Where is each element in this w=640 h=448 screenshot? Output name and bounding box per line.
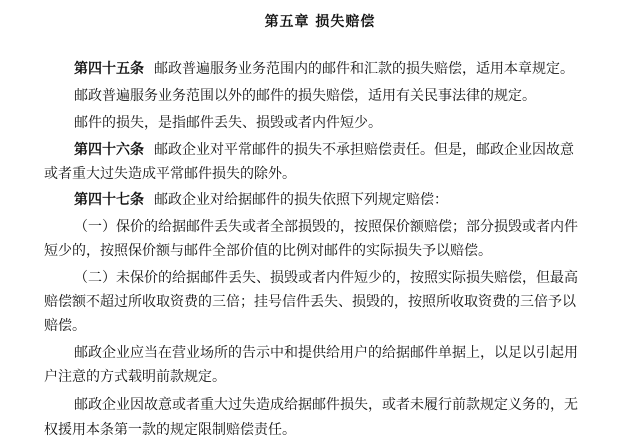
article-47-para-3-line-2: 户注意的方式载明前款规定。 bbox=[44, 369, 226, 385]
article-47-item-2-line-3: 赔偿。 bbox=[44, 318, 86, 334]
article-46-label: 第四十六条 bbox=[74, 142, 144, 158]
chapter-title: 第五章 损失赔偿 bbox=[264, 14, 376, 30]
article-47-para-4-line-1: 邮政企业因故意或者重大过失造成给据邮件损失，或者未履行前款规定义务的，无 bbox=[74, 397, 578, 413]
article-45-line-3: 邮件的损失，是指邮件丢失、损毁或者内件短少。 bbox=[74, 115, 382, 131]
article-47-label: 第四十七条 bbox=[74, 192, 144, 208]
article-46-line-2: 或者重大过失造成平常邮件损失的除外。 bbox=[44, 166, 296, 182]
article-47-item-1-line-2: 短少的，按照保价额与邮件全部价值的比例对邮件的实际损失予以赔偿。 bbox=[44, 243, 492, 259]
article-47-para-3-line-1: 邮政企业应当在营业场所的告示中和提供给用户的给据邮件单据上，以足以引起用 bbox=[74, 345, 578, 361]
article-47-text: 邮政企业对给据邮件的损失依照下列规定赔偿： bbox=[154, 192, 448, 208]
article-47-item-2-line-1: （二）未保价的给据邮件丢失、损毁或者内件短少的，按照实际损失赔偿，但最高 bbox=[74, 270, 578, 286]
article-47-item-2-line-2: 赔偿额不超过所收取资费的三倍；挂号信件丢失、损毁的，按照所收取资费的三倍予以 bbox=[44, 294, 576, 310]
article-45-text: 邮政普遍服务业务范围内的邮件和汇款的损失赔偿，适用本章规定。 bbox=[154, 61, 574, 77]
article-45-label: 第四十五条 bbox=[74, 61, 144, 77]
article-47-line-1 bbox=[74, 190, 448, 210]
article-47-para-4-line-2: 权援用本条第一款的规定限制赔偿责任。 bbox=[44, 422, 296, 438]
article-46-line-1 bbox=[74, 140, 574, 160]
article-46-text: 邮政企业对平常邮件的损失不承担赔偿责任。但是，邮政企业因故意 bbox=[154, 142, 574, 158]
article-47-item-1-line-1: （一）保价的给据邮件丢失或者全部损毁的，按照保价额赔偿；部分损毁或者内件 bbox=[74, 219, 578, 235]
article-45-line-2: 邮政普遍服务业务范围以外的邮件的损失赔偿，适用有关民事法律的规定。 bbox=[74, 88, 536, 104]
article-45-line-1 bbox=[74, 59, 574, 79]
